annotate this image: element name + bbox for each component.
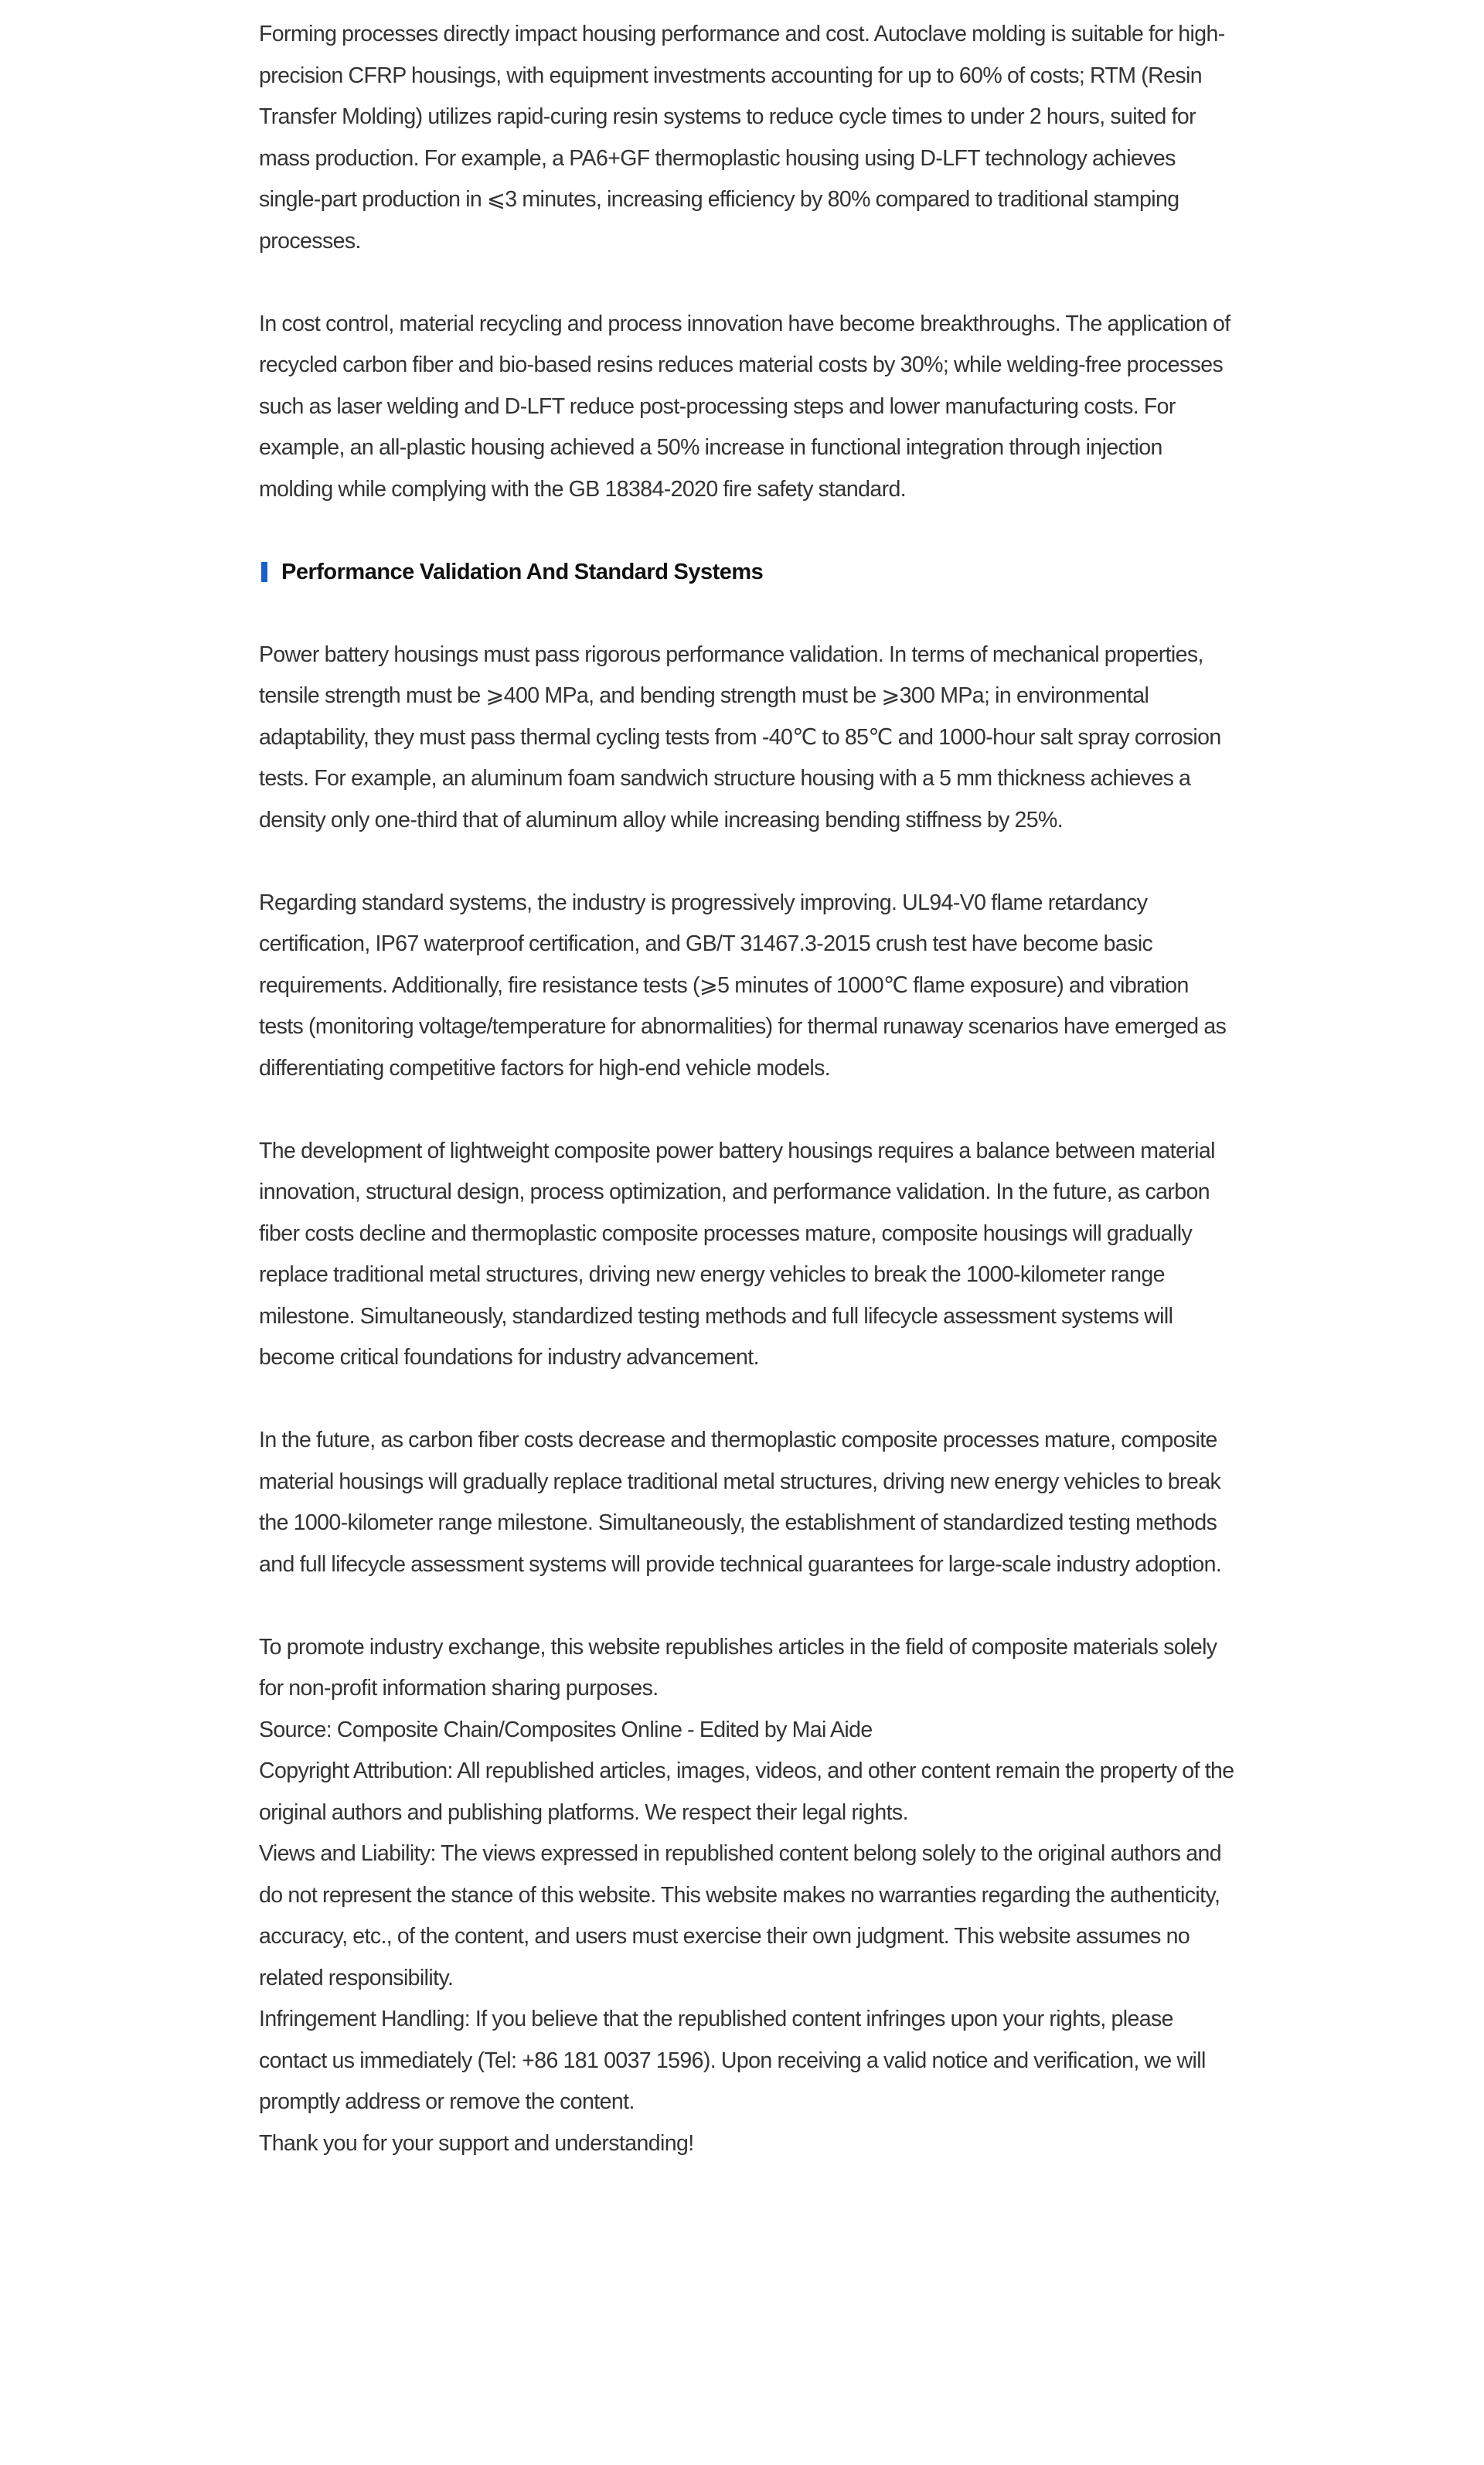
paragraph-standard-systems: Regarding standard systems, the industry is progressively improving. UL94-V0 flame retardancy certification, IP67 waterproof certification, and GB/T 31467.3-2015 crush test have become basic requirements. Additionally, fire resistance tests (⩾5 minutes of 1000℃ flame exposure) and vibration tests (monitoring voltage/temperature for abnormalities) for thermal runaway scenarios have emerged as differentiating competitive factors for high-end vehicle models. xyxy=(259,890,1227,1081)
paragraph-performance-validation: Power battery housings must pass rigorous performance validation. In terms of mechanical properties, tensile strength must be ⩾400 MPa, and bending strength must be ⩾300 MPa; in environmental adaptability, they must pass thermal cycling tests from -40℃ to 85℃ and 1000-hour salt spray corrosion tests. For example, an aluminum foam sandwich structure housing with a 5 mm thickness achieves a density only one-third that of aluminum alloy while increasing bending stiffness by 25%. xyxy=(259,642,1221,832)
heading-accent-bar xyxy=(261,562,267,582)
section-heading-title: Performance Validation And Standard Systems xyxy=(281,559,764,584)
notice-infringement: Infringement Handling: If you believe that the republished content infringes upon your rights, please contact us immediately (Tel: +86 181 0037 1596). Upon receiving a valid notice and verification, we will promptly address or remove the content. xyxy=(259,2007,1206,2114)
notice-intro: To promote industry exchange, this website republishes articles in the field of composite materials solely for non-profit information sharing purposes. xyxy=(259,1634,1217,1701)
section-heading xyxy=(259,552,1234,594)
paragraph-future-outlook: In the future, as carbon fiber costs decrease and thermoplastic composite processes mature, composite material housings will gradually replace traditional metal structures, driving new energy vehicles to break the 1000-kilometer range milestone. Simultaneously, the establishment of standardized testing methods and full lifecycle assessment systems will provide technical guarantees for large-scale industry adoption. xyxy=(259,1428,1222,1577)
notice-source: Source: Composite Chain/Composites Online - Edited by Mai Aide xyxy=(259,1717,873,1742)
notice-views-liability: Views and Liability: The views expressed in republished content belong solely to the original authors and do not represent the stance of this website. This website makes no warranties regarding the authenticity, accuracy, etc., of the content, and users must exercise their own judgment. This website assumes no related responsibility. xyxy=(259,1841,1222,1990)
notice-copyright: Copyright Attribution: All republished articles, images, videos, and other content remain the property of the original authors and publishing platforms. We respect their legal rights. xyxy=(259,1759,1234,1825)
republish-notice xyxy=(259,1627,1234,2165)
paragraph-forming-processes: Forming processes directly impact housing performance and cost. Autoclave molding is suitable for high-precision CFRP housings, with equipment investments accounting for up to 60% of costs; RTM (Resin Transfer Molding) utilizes rapid-curing resin systems to reduce cycle times to under 2 hours, suited for mass production. For example, a PA6+GF thermoplastic housing using D-LFT technology achieves single-part production in ⩽3 minutes, increasing efficiency by 80% compared to traditional stamping processes. xyxy=(259,22,1225,254)
paragraph-development-summary: The development of lightweight composite power battery housings requires a balance between material innovation, structural design, process optimization, and performance validation. In the future, as carbon fiber costs decline and thermoplastic composite processes mature, composite housings will gradually replace traditional metal structures, driving new energy vehicles to break the 1000-kilometer range milestone. Simultaneously, standardized testing methods and full lifecycle assessment systems will become critical foundations for industry advancement. xyxy=(259,1138,1215,1370)
article-body xyxy=(259,14,1234,2164)
paragraph-cost-control: In cost control, material recycling and process innovation have become breakthroughs. The application of recycled carbon fiber and bio-based resins reduces material costs by 30%; while welding-free processes such as laser welding and D-LFT reduce post-processing steps and lower manufacturing costs. For example, an all-plastic housing achieved a 50% increase in functional integration through injection molding while complying with the GB 18384-2020 fire safety standard. xyxy=(259,311,1230,502)
notice-thanks: Thank you for your support and understanding! xyxy=(259,2130,694,2156)
